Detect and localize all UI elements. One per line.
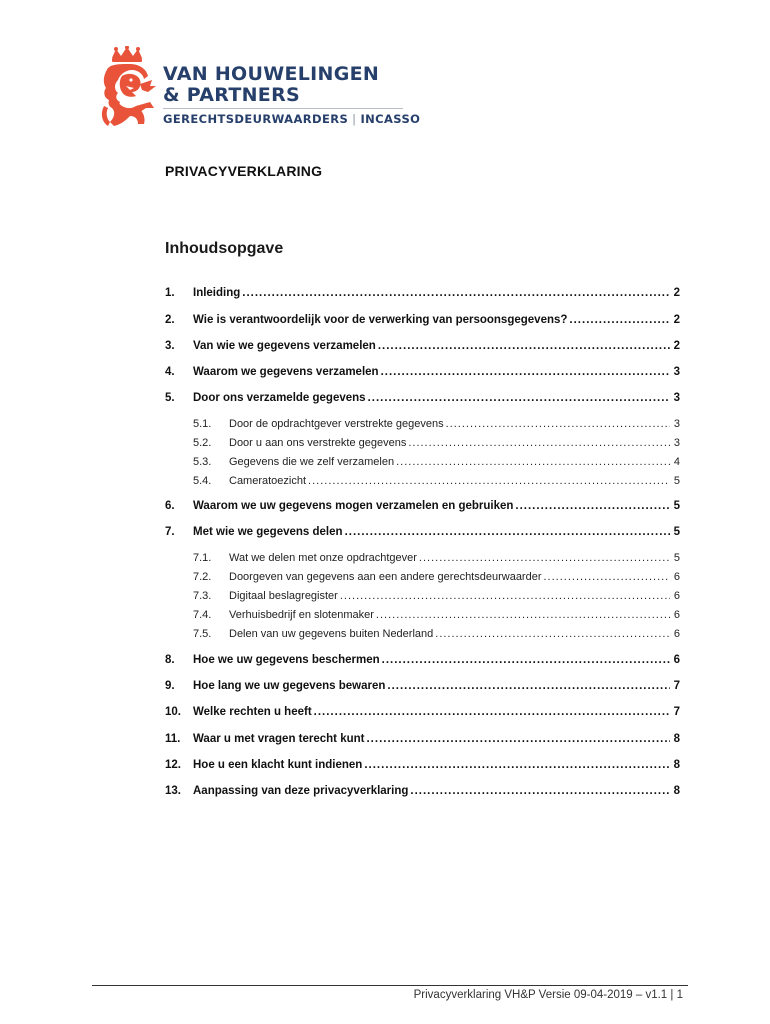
toc-leader-dots: [446, 418, 670, 430]
toc-leader-dots: [382, 654, 670, 666]
toc-leader-dots: [368, 392, 670, 404]
toc-entry-page: 3: [673, 392, 680, 404]
toc-entry-number: 5.3.: [193, 456, 212, 468]
toc-entry[interactable]: [165, 392, 680, 404]
toc-entry-number: 10.: [165, 706, 181, 718]
toc-entry-page: 6: [673, 654, 680, 666]
toc-subentry[interactable]: [165, 475, 680, 487]
brand-tagline: [163, 112, 420, 126]
toc-entry-title: Delen van uw gegevens buiten Nederland: [229, 628, 434, 640]
toc-entry-page: 6: [673, 609, 680, 621]
brand-name-line2: & PARTNERS: [163, 84, 301, 106]
toc-entry-page: 4: [673, 456, 680, 468]
toc-entry-title: Waarom we gegevens verzamelen: [193, 366, 379, 378]
tagline-right: INCASSO: [360, 112, 421, 126]
toc-entry[interactable]: [165, 340, 680, 352]
toc-entry-number: 7.2.: [193, 571, 212, 583]
toc-leader-dots: [314, 706, 670, 718]
toc-entry-title: Waarom we uw gegevens mogen verzamelen en gebruiken: [193, 500, 514, 512]
toc-entry-title: Digitaal beslagregister: [229, 590, 338, 602]
toc-entry-page: 8: [673, 759, 680, 771]
toc-leader-dots: [381, 366, 670, 378]
toc-entry-title: Van wie we gegevens verzamelen: [193, 340, 376, 352]
toc-leader-dots: [569, 314, 670, 326]
toc-entry-number: 5.4.: [193, 475, 212, 487]
company-logo: [100, 46, 421, 130]
toc-entry-number: 1.: [165, 287, 175, 299]
toc-entry-title: Hoe lang we uw gegevens bewaren: [193, 680, 386, 692]
toc-entry-page: 5: [673, 526, 680, 538]
brand-divider: [163, 108, 403, 109]
toc-entry-page: 6: [673, 571, 680, 583]
toc-leader-dots: [419, 552, 670, 564]
toc-entry-number: 13.: [165, 785, 181, 797]
page-number: 1: [676, 989, 683, 1001]
toc-entry-number: 6.: [165, 500, 175, 512]
tagline-left: GERECHTSDEURWAARDERS: [163, 112, 349, 126]
toc-entry-page: 7: [673, 706, 680, 718]
toc-leader-dots: [345, 526, 670, 538]
toc-subentry[interactable]: [165, 590, 680, 602]
toc-leader-dots: [308, 475, 670, 487]
toc-entry-page: 5: [673, 552, 680, 564]
toc-leader-dots: [387, 680, 670, 692]
toc-entry-title: Hoe we uw gegevens beschermen: [193, 654, 380, 666]
crowned-lion-icon: [100, 46, 158, 130]
toc-leader-dots: [242, 287, 670, 299]
toc-subentry[interactable]: [165, 418, 680, 430]
toc-entry-number: 5.2.: [193, 437, 212, 449]
toc-entry-number: 7.: [165, 526, 175, 538]
toc-entry-page: 3: [673, 418, 680, 430]
toc-entry-page: 8: [673, 785, 680, 797]
toc-entry-title: Door de opdrachtgever verstrekte gegevens: [229, 418, 444, 430]
toc-entry-number: 8.: [165, 654, 175, 666]
toc-entry-number: 7.4.: [193, 609, 212, 621]
toc-entry-title: Hoe u een klacht kunt indienen: [193, 759, 363, 771]
toc-subentry[interactable]: [165, 609, 680, 621]
toc-leader-dots: [410, 785, 670, 797]
toc-entry-number: 4.: [165, 366, 175, 378]
toc-entry-title: Wat we delen met onze opdrachtgever: [229, 552, 417, 564]
toc-entry-page: 2: [673, 314, 680, 326]
toc-entry[interactable]: [165, 733, 680, 745]
toc-entry-title: Waar u met vragen terecht kunt: [193, 733, 365, 745]
toc-entry[interactable]: [165, 706, 680, 718]
toc-entry-number: 9.: [165, 680, 175, 692]
toc-entry[interactable]: [165, 526, 680, 538]
footer-separator: |: [670, 989, 674, 1001]
toc-entry-number: 5.: [165, 392, 175, 404]
toc-entry-number: 7.1.: [193, 552, 212, 564]
toc-entry[interactable]: [165, 654, 680, 666]
toc-entry-title: Aanpassing van deze privacyverklaring: [193, 785, 409, 797]
toc-subentry[interactable]: [165, 437, 680, 449]
toc-entry-title: Wie is verantwoordelijk voor de verwerking van persoonsgegevens?: [193, 314, 568, 326]
toc-entry-page: 3: [673, 366, 680, 378]
toc-entry-number: 3.: [165, 340, 175, 352]
toc-leader-dots: [396, 456, 670, 468]
tagline-separator: |: [352, 112, 357, 126]
toc-entry-number: 5.1.: [193, 418, 212, 430]
toc-entry[interactable]: [165, 500, 680, 512]
toc-subentry[interactable]: [165, 456, 680, 468]
toc-entry-number: 11.: [165, 733, 181, 745]
toc-leader-dots: [366, 733, 670, 745]
toc-entry-page: 6: [673, 590, 680, 602]
toc-leader-dots: [378, 340, 670, 352]
document-title: PRIVACYVERKLARING: [165, 163, 323, 179]
toc-entry-number: 12.: [165, 759, 181, 771]
toc-entry-title: Welke rechten u heeft: [193, 706, 312, 718]
toc-entry-page: 2: [673, 340, 680, 352]
toc-entry[interactable]: [165, 680, 680, 692]
toc-entry-title: Met wie we gegevens delen: [193, 526, 343, 538]
toc-leader-dots: [515, 500, 670, 512]
toc-entry-number: 7.5.: [193, 628, 212, 640]
toc-entry-title: Cameratoezicht: [229, 475, 307, 487]
toc-entry[interactable]: [165, 287, 680, 299]
toc-entry-title: Verhuisbedrijf en slotenmaker: [229, 609, 374, 621]
footer-divider: [92, 985, 688, 986]
page-footer: [414, 989, 683, 1001]
toc-entry-page: 5: [673, 475, 680, 487]
toc-entry[interactable]: [165, 785, 680, 797]
toc-leader-dots: [435, 628, 670, 640]
footer-text: Privacyverklaring VH&P Versie 09-04-2019 – v1.1: [413, 989, 668, 1001]
toc-entry-number: 7.3.: [193, 590, 212, 602]
toc-subentry[interactable]: [165, 571, 680, 583]
toc-leader-dots: [376, 609, 670, 621]
toc-entry-page: 7: [673, 680, 680, 692]
toc-entry-page: 2: [673, 287, 680, 299]
toc-leader-dots: [340, 590, 670, 602]
toc-subentry[interactable]: [165, 628, 680, 640]
toc-entry-number: 2.: [165, 314, 175, 326]
toc-subentry[interactable]: [165, 552, 680, 564]
toc-entry[interactable]: [165, 759, 680, 771]
toc-entry-page: 8: [673, 733, 680, 745]
toc-entry-title: Inleiding: [193, 287, 241, 299]
toc-entry-page: 3: [673, 437, 680, 449]
toc-entry-title: Gegevens die we zelf verzamelen: [229, 456, 395, 468]
toc-leader-dots: [408, 437, 670, 449]
toc-leader-dots: [364, 759, 670, 771]
toc-heading: Inhoudsopgave: [165, 240, 284, 257]
toc-entry-title: Door ons verzamelde gegevens: [193, 392, 366, 404]
toc-entry-page: 5: [673, 500, 680, 512]
brand-name-line1: VAN HOUWELINGEN: [163, 63, 380, 85]
toc-entry-page: 6: [673, 628, 680, 640]
toc-entry-title: Doorgeven van gegevens aan een andere gerechtsdeurwaarder: [229, 571, 542, 583]
toc-entry[interactable]: [165, 366, 680, 378]
toc-entry[interactable]: [165, 314, 680, 326]
toc-entry-title: Door u aan ons verstrekte gegevens: [229, 437, 407, 449]
toc-leader-dots: [544, 571, 671, 583]
